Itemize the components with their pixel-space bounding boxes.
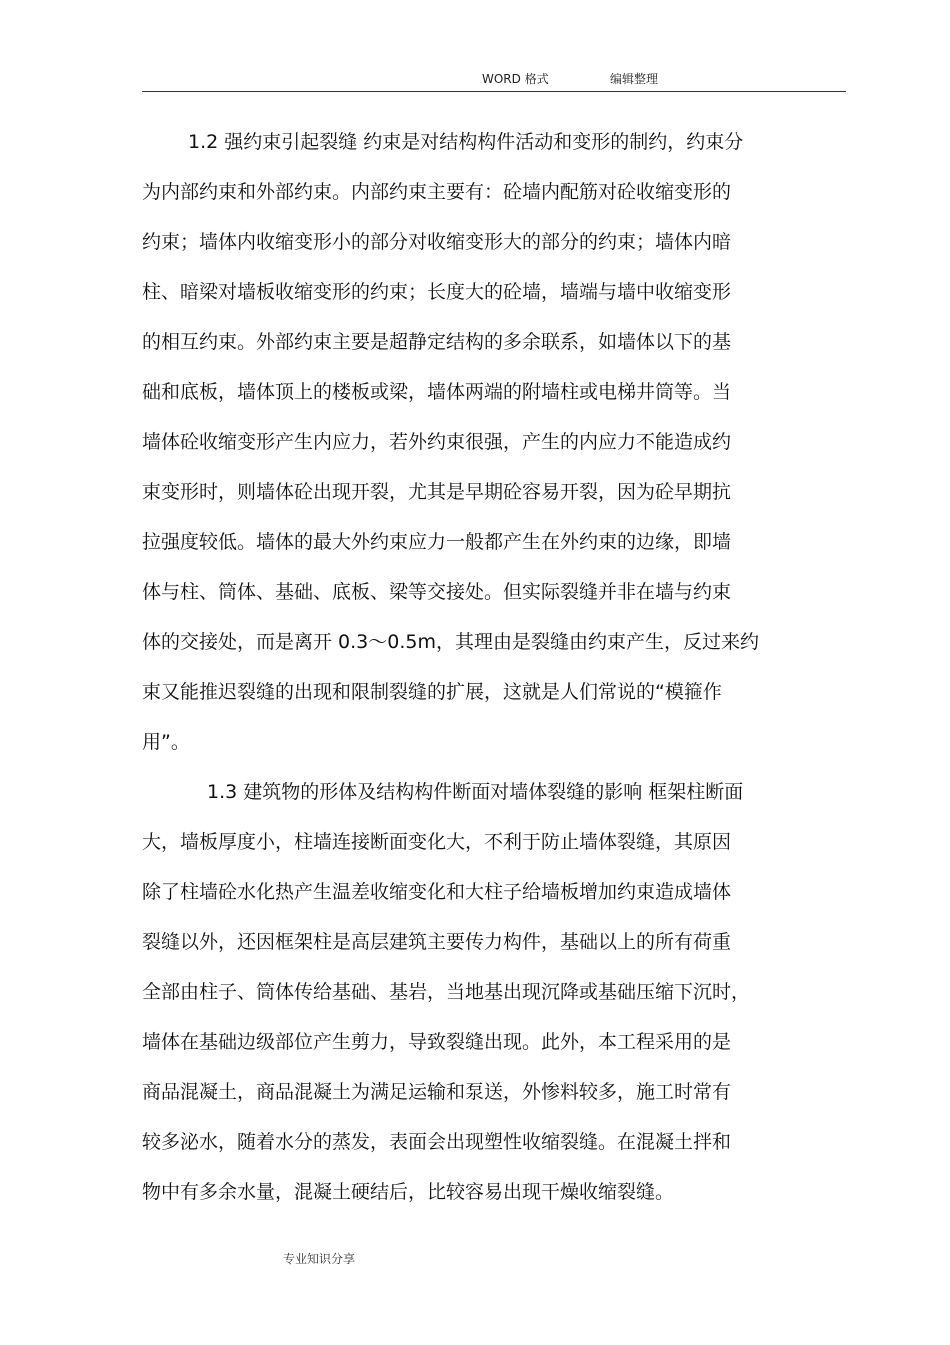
body-text-line: 全部由柱子、筒体传给基础、基岩，当地基出现沉降或基础压缩下沉时， xyxy=(142,981,751,1003)
body-text-line: 除了柱墙砼水化热产生温差收缩变化和大柱子给墙板增加约束造成墙体 xyxy=(142,881,732,903)
body-text-line: 束变形时，则墙体砼出现开裂，尤其是早期砼容易开裂，因为砼早期抗 xyxy=(142,481,732,503)
section-1-2-heading-line: 1.2 强约束引起裂缝 约束是对结构构件活动和变形的制约，约束分 xyxy=(188,131,744,153)
body-text-line: 为内部约束和外部约束。内部约束主要有：砼墙内配筋对砼收缩变形的 xyxy=(142,181,732,203)
body-text-line: 大，墙板厚度小，柱墙连接断面变化大，不利于防止墙体裂缝，其原因 xyxy=(142,831,732,853)
body-text-line: 体的交接处，而是离开 0.3～0.5m，其理由是裂缝由约束产生，反过来约 xyxy=(142,631,759,653)
page-header xyxy=(0,0,950,95)
page-footer: 专业知识分享 xyxy=(283,1252,356,1266)
body-text-line: 较多泌水，随着水分的蒸发，表面会出现塑性收缩裂缝。在混凝土拌和 xyxy=(142,1131,732,1153)
body-text-line: 墙体砼收缩变形产生内应力，若外约束很强，产生的内应力不能造成约 xyxy=(142,431,732,453)
body-text-line: 柱、暗梁对墙板收缩变形的约束；长度大的砼墙，墙端与墙中收缩变形 xyxy=(142,281,732,303)
header-format-label: WORD 格式 xyxy=(482,72,549,86)
body-text-line: 体与柱、筒体、基础、底板、梁等交接处。但实际裂缝并非在墙与约束 xyxy=(142,581,732,603)
body-text-line: 墙体在基础边级部位产生剪力，导致裂缝出现。此外，本工程采用的是 xyxy=(142,1031,732,1053)
body-text-line: 拉强度较低。墙体的最大外约束应力一般都产生在外约束的边缘，即墙 xyxy=(142,531,732,553)
body-text-line: 束又能推迟裂缝的出现和限制裂缝的扩展，这就是人们常说的“模箍作 xyxy=(142,681,722,703)
body-text-line: 约束；墙体内收缩变形小的部分对收缩变形大的部分的约束；墙体内暗 xyxy=(142,231,732,253)
body-text-line: 用”。 xyxy=(142,731,190,753)
body-text-line: 商品混凝土，商品混凝土为满足运输和泵送，外惨料较多，施工时常有 xyxy=(142,1081,732,1103)
body-text-line: 础和底板，墙体顶上的楼板或梁，墙体两端的附墙柱或电梯井筒等。当 xyxy=(142,381,732,403)
header-divider xyxy=(142,91,846,92)
body-text-line: 物中有多余水量，混凝土硬结后，比较容易出现干燥收缩裂缝。 xyxy=(142,1181,675,1203)
body-text-line: 裂缝以外，还因框架柱是高层建筑主要传力构件，基础以上的所有荷重 xyxy=(142,931,732,953)
body-text-line: 的相互约束。外部约束主要是超静定结构的多余联系，如墙体以下的基 xyxy=(142,331,732,353)
section-1-3-heading-line: 1.3 建筑物的形体及结构构件断面对墙体裂缝的影响 框架柱断面 xyxy=(207,781,744,803)
header-edit-label: 编辑整理 xyxy=(610,72,659,86)
